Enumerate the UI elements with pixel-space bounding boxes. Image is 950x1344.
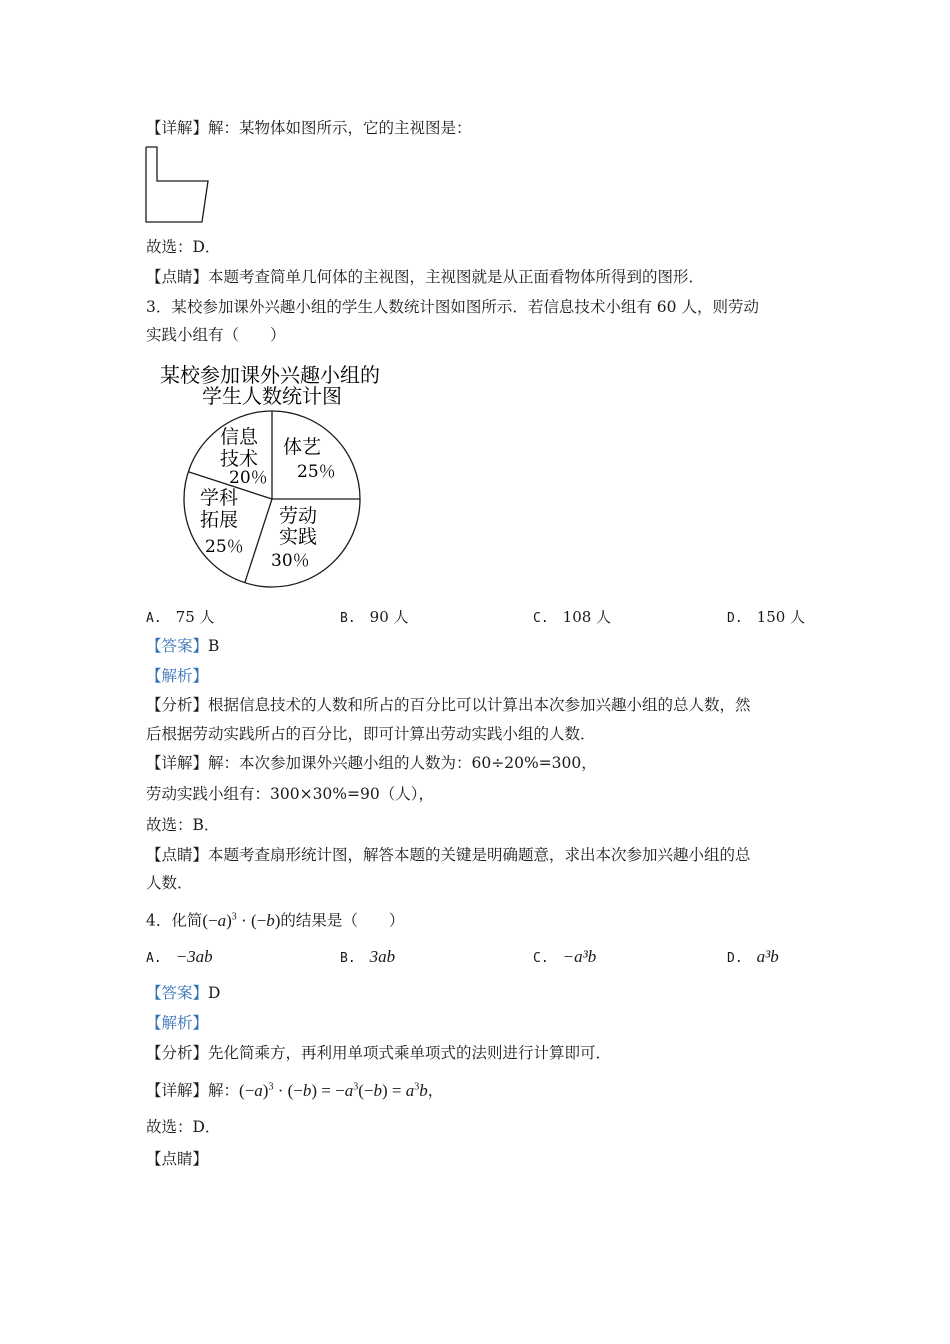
slice-label-laodong-1: 劳动 [279, 505, 318, 527]
q4-option-d[interactable]: D. a³b [727, 947, 779, 966]
slice-label-xinxi-1: 信息 [220, 426, 259, 448]
q3-answer [146, 635, 219, 657]
q3-fenxi-line1: 【分析】根据信息技术的人数和所占的百分比可以计算出本次参加兴趣小组的总人数，然 [146, 696, 751, 714]
q3-analysis-label: 【解析】 [146, 667, 209, 685]
detail-paragraph [146, 117, 472, 139]
q3-option-c[interactable]: C. 108 人 [533, 608, 612, 626]
slice-percent-laodong: 30％ [271, 551, 310, 571]
q4-stem: 4．化简$(-a)^3 \cdot (-b)$的结果是（ ） [146, 910, 405, 930]
q4-option-c[interactable]: C. −a³b [533, 947, 597, 966]
front-view-figure [140, 143, 220, 227]
q4-choose-d: 故选：D． [146, 1118, 221, 1136]
slice-percent-xueke: 25％ [205, 537, 244, 557]
slice-label-tiyi: 体艺 [283, 436, 322, 458]
q4-fenxi: 【分析】先化简乘方，再利用单项式乘单项式的法则进行计算即可． [146, 1044, 612, 1062]
choose-d-line: 故选：D． [146, 238, 221, 256]
chart-subtitle: 学生人数统计图 [202, 384, 342, 408]
q3-option-d[interactable]: D. 150 人 [727, 608, 806, 626]
q3-dianjing-line2: 人数． [146, 874, 193, 892]
q4-dianjing-label: 【点睛】 [146, 1150, 209, 1168]
answer-value: D [208, 984, 221, 1002]
slice-label-xueke-2: 拓展 [200, 509, 239, 531]
slice-label-xueke-1: 学科 [200, 487, 239, 509]
slice-percent-xinxi: 20％ [229, 468, 268, 488]
slice-divider-bottom [245, 499, 272, 583]
answer-value: B [208, 637, 220, 655]
note-paragraph [146, 266, 704, 288]
q3-choose-b: 故选：B． [146, 816, 220, 834]
detail-label: 【详解】 [146, 119, 209, 137]
answer-label: 【答案】 [146, 637, 209, 655]
pie-chart [150, 358, 410, 598]
q3-xiangjie-line1: 【详解】解：本次参加课外兴趣小组的人数为：60÷20%=300， [146, 754, 597, 772]
slice-label-xinxi-2: 技术 [220, 448, 259, 470]
q3-stem-line1: 3．某校参加课外兴趣小组的学生人数统计图如图所示．若信息技术小组有 60 人，则劳动 [146, 298, 759, 316]
q4-answer [146, 982, 220, 1004]
q3-xiangjie-line2: 劳动实践小组有：300×30%=90（人）， [146, 785, 434, 803]
slice-percent-tiyi: 25％ [297, 462, 336, 482]
q4-expression: $(-a)^3 \cdot (-b)$ [202, 910, 281, 930]
q3-stem-line2: 实践小组有（ ） [146, 326, 286, 344]
q4-option-a[interactable]: A. −3ab [146, 947, 213, 966]
q3-dianjing-line1: 【点睛】本题考查扇形统计图，解答本题的关键是明确题意，求出本次参加兴趣小组的总 [146, 846, 751, 864]
q4-xiangjie: 【详解】解：$(-a)^3 \cdot (-b) = -a^3(-b) = a^3b$， [146, 1080, 444, 1100]
q3-fenxi-line2: 后根据劳动实践所占的百分比，即可计算出劳动实践小组的人数． [146, 725, 596, 743]
q4-option-b[interactable]: B. 3ab [340, 947, 396, 966]
note-text: 本题考查简单几何体的主视图，主视图就是从正面看物体所得到的图形． [208, 268, 705, 286]
slice-label-laodong-2: 实践 [279, 526, 318, 548]
note-label: 【点睛】 [146, 268, 209, 286]
q4-solution-expression: $(-a)^3 \cdot (-b) = -a^3(-b) = a^3b$ [239, 1080, 428, 1100]
answer-label: 【答案】 [146, 984, 209, 1002]
chart-title: 某校参加课外兴趣小组的 [160, 363, 380, 387]
detail-text: 解：某物体如图所示，它的主视图是： [208, 119, 472, 137]
q4-analysis-label: 【解析】 [146, 1014, 209, 1032]
q3-option-a[interactable]: A. 75 人 [146, 608, 215, 626]
q3-option-b[interactable]: B. 90 人 [340, 608, 409, 626]
